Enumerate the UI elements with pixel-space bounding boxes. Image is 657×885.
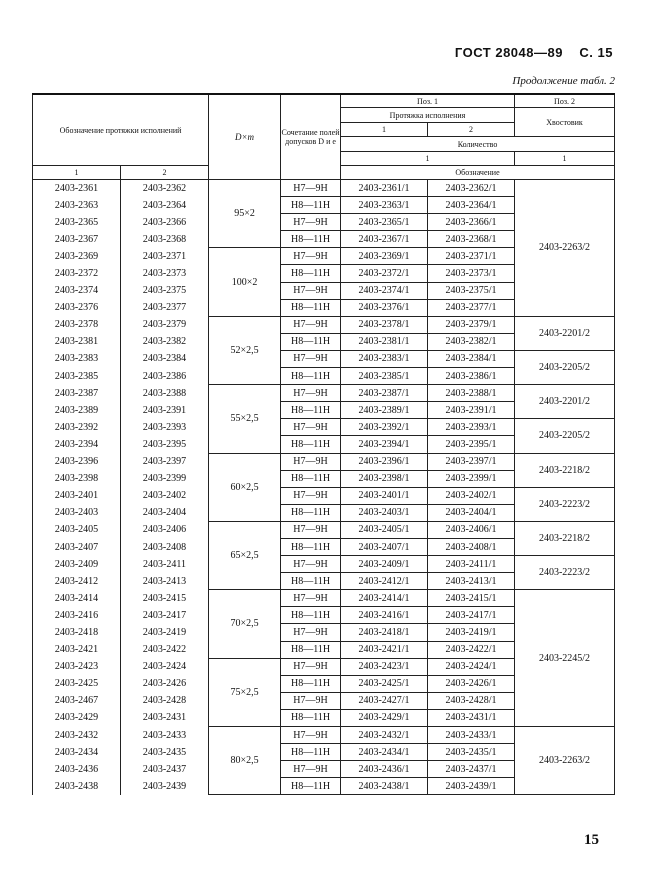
tolerance-combo: H8—11H [281, 299, 341, 316]
broach-pos1-v2: 2403-2437/1 [428, 761, 515, 778]
designation-v2: 2403-2364 [121, 197, 209, 214]
designation-v2: 2403-2413 [121, 573, 209, 590]
broach-pos1-v2: 2403-2379/1 [428, 316, 515, 333]
header-pos2: Поз. 2 [515, 94, 615, 108]
broach-pos1-v1: 2403-2389/1 [341, 402, 428, 419]
tolerance-combo: H8—11H [281, 402, 341, 419]
tolerance-combo: H7—9H [281, 282, 341, 299]
tolerance-combo: H8—11H [281, 641, 341, 658]
broach-pos1-v1: 2403-2398/1 [341, 470, 428, 487]
designation-v1: 2403-2401 [33, 487, 121, 504]
designation-v1: 2403-2376 [33, 299, 121, 316]
designation-v1: 2403-2361 [33, 180, 121, 197]
shank-value: 2403-2223/2 [515, 487, 615, 521]
header-dxm: D×m [209, 94, 281, 180]
designation-v1: 2403-2367 [33, 231, 121, 248]
broach-pos1-v1: 2403-2423/1 [341, 658, 428, 675]
broach-pos1-v2: 2403-2411/1 [428, 556, 515, 573]
tolerance-combo: H8—11H [281, 265, 341, 282]
broach-pos1-v2: 2403-2428/1 [428, 692, 515, 709]
designation-v1: 2403-2385 [33, 368, 121, 385]
header-shank: Хвостовик [515, 108, 615, 137]
broach-pos1-v1: 2403-2392/1 [341, 419, 428, 436]
tolerance-combo: H7—9H [281, 248, 341, 265]
shank-value: 2403-2201/2 [515, 316, 615, 350]
designation-v2: 2403-2435 [121, 744, 209, 761]
tolerance-combo: H7—9H [281, 658, 341, 675]
designation-v2: 2403-2408 [121, 538, 209, 555]
broach-pos1-v1: 2403-2385/1 [341, 368, 428, 385]
designation-v1: 2403-2369 [33, 248, 121, 265]
dxm-value: 80×2,5 [209, 727, 281, 795]
designation-v1: 2403-2409 [33, 556, 121, 573]
designation-v1: 2403-2432 [33, 727, 121, 744]
designation-v1: 2403-2423 [33, 658, 121, 675]
tolerance-combo: H8—11H [281, 231, 341, 248]
broach-pos1-v2: 2403-2391/1 [428, 402, 515, 419]
designation-v1: 2403-2412 [33, 573, 121, 590]
designation-v2: 2403-2439 [121, 778, 209, 795]
broach-pos1-v2: 2403-2366/1 [428, 214, 515, 231]
designation-v1: 2403-2403 [33, 504, 121, 521]
table-row [33, 350, 615, 367]
tolerance-combo: H7—9H [281, 487, 341, 504]
tolerance-combo: H8—11H [281, 675, 341, 692]
designation-v1: 2403-2414 [33, 590, 121, 607]
broach-table [32, 93, 615, 795]
tolerance-combo: H8—11H [281, 538, 341, 555]
designation-v2: 2403-2419 [121, 624, 209, 641]
tolerance-combo: H7—9H [281, 350, 341, 367]
designation-v2: 2403-2386 [121, 368, 209, 385]
header-designation: Обозначение протяжки исполнений [33, 94, 209, 166]
designation-v1: 2403-2396 [33, 453, 121, 470]
header-quantity: Количество [341, 137, 615, 152]
broach-pos1-v1: 2403-2412/1 [341, 573, 428, 590]
dxm-value: 52×2,5 [209, 316, 281, 384]
tolerance-combo: H8—11H [281, 197, 341, 214]
tolerance-combo: H7—9H [281, 316, 341, 333]
designation-v1: 2403-2398 [33, 470, 121, 487]
designation-v2: 2403-2415 [121, 590, 209, 607]
designation-v1: 2403-2383 [33, 350, 121, 367]
shank-value: 2403-2205/2 [515, 419, 615, 453]
broach-pos1-v1: 2403-2381/1 [341, 333, 428, 350]
designation-v1: 2403-2407 [33, 538, 121, 555]
broach-pos1-v1: 2403-2378/1 [341, 316, 428, 333]
designation-v2: 2403-2399 [121, 470, 209, 487]
designation-v1: 2403-2363 [33, 197, 121, 214]
page-header [455, 45, 613, 60]
broach-pos1-v1: 2403-2432/1 [341, 727, 428, 744]
broach-pos1-v1: 2403-2416/1 [341, 607, 428, 624]
shank-value: 2403-2245/2 [515, 590, 615, 727]
designation-v1: 2403-2374 [33, 282, 121, 299]
header-colnum-2: 2 [121, 166, 209, 180]
designation-v2: 2403-2395 [121, 436, 209, 453]
designation-v1: 2403-2405 [33, 521, 121, 538]
broach-pos1-v2: 2403-2364/1 [428, 197, 515, 214]
broach-pos1-v2: 2403-2417/1 [428, 607, 515, 624]
designation-v1: 2403-2418 [33, 624, 121, 641]
table-row [33, 316, 615, 333]
designation-v2: 2403-2402 [121, 487, 209, 504]
tolerance-combo: H7—9H [281, 419, 341, 436]
header-pos1: Поз. 1 [341, 94, 515, 108]
designation-v2: 2403-2406 [121, 521, 209, 538]
broach-pos1-v2: 2403-2368/1 [428, 231, 515, 248]
designation-v1: 2403-2467 [33, 692, 121, 709]
broach-pos1-v1: 2403-2394/1 [341, 436, 428, 453]
designation-v2: 2403-2417 [121, 607, 209, 624]
broach-pos1-v2: 2403-2433/1 [428, 727, 515, 744]
broach-pos1-v1: 2403-2438/1 [341, 778, 428, 795]
broach-pos1-v2: 2403-2435/1 [428, 744, 515, 761]
broach-pos1-v1: 2403-2372/1 [341, 265, 428, 282]
header-colnum-1: 1 [33, 166, 121, 180]
broach-pos1-v2: 2403-2424/1 [428, 658, 515, 675]
designation-v1: 2403-2434 [33, 744, 121, 761]
dxm-value: 100×2 [209, 248, 281, 316]
broach-pos1-v2: 2403-2422/1 [428, 641, 515, 658]
page-number: 15 [584, 832, 599, 848]
tolerance-combo: H7—9H [281, 180, 341, 197]
designation-v2: 2403-2404 [121, 504, 209, 521]
shank-value: 2403-2218/2 [515, 521, 615, 555]
designation-v2: 2403-2377 [121, 299, 209, 316]
table-row [33, 521, 615, 538]
designation-v1: 2403-2394 [33, 436, 121, 453]
broach-pos1-v1: 2403-2396/1 [341, 453, 428, 470]
dxm-value: 55×2,5 [209, 385, 281, 453]
tolerance-combo: H8—11H [281, 368, 341, 385]
broach-pos1-v1: 2403-2387/1 [341, 385, 428, 402]
tolerance-combo: H8—11H [281, 744, 341, 761]
tolerance-combo: H7—9H [281, 624, 341, 641]
tolerance-combo: H8—11H [281, 333, 341, 350]
broach-pos1-v2: 2403-2373/1 [428, 265, 515, 282]
tolerance-combo: H7—9H [281, 727, 341, 744]
broach-pos1-v2: 2403-2402/1 [428, 487, 515, 504]
broach-pos1-v2: 2403-2415/1 [428, 590, 515, 607]
designation-v1: 2403-2438 [33, 778, 121, 795]
table-continuation-note: Продолжение табл. 2 [512, 75, 615, 87]
designation-v2: 2403-2433 [121, 727, 209, 744]
tolerance-combo: H7—9H [281, 590, 341, 607]
table-body [33, 180, 615, 795]
designation-v1: 2403-2421 [33, 641, 121, 658]
broach-pos1-v1: 2403-2421/1 [341, 641, 428, 658]
designation-v1: 2403-2436 [33, 761, 121, 778]
designation-v1: 2403-2372 [33, 265, 121, 282]
broach-pos1-v1: 2403-2434/1 [341, 744, 428, 761]
tolerance-combo: H7—9H [281, 761, 341, 778]
designation-v2: 2403-2424 [121, 658, 209, 675]
broach-pos1-v1: 2403-2429/1 [341, 709, 428, 726]
designation-v1: 2403-2416 [33, 607, 121, 624]
broach-pos1-v2: 2403-2431/1 [428, 709, 515, 726]
tolerance-combo: H8—11H [281, 470, 341, 487]
designation-v2: 2403-2411 [121, 556, 209, 573]
header-qty-pos2: 1 [515, 152, 615, 166]
broach-pos1-v1: 2403-2425/1 [341, 675, 428, 692]
broach-pos1-v1: 2403-2363/1 [341, 197, 428, 214]
table-row [33, 180, 615, 197]
broach-pos1-v1: 2403-2405/1 [341, 521, 428, 538]
tolerance-combo: H8—11H [281, 436, 341, 453]
dxm-value: 75×2,5 [209, 658, 281, 726]
table-row [33, 556, 615, 573]
designation-v2: 2403-2397 [121, 453, 209, 470]
designation-v2: 2403-2388 [121, 385, 209, 402]
header-version-2: 2 [428, 123, 515, 137]
broach-pos1-v1: 2403-2409/1 [341, 556, 428, 573]
broach-pos1-v1: 2403-2414/1 [341, 590, 428, 607]
dxm-value: 60×2,5 [209, 453, 281, 521]
broach-pos1-v2: 2403-2388/1 [428, 385, 515, 402]
designation-v1: 2403-2387 [33, 385, 121, 402]
broach-pos1-v1: 2403-2427/1 [341, 692, 428, 709]
designation-v2: 2403-2431 [121, 709, 209, 726]
designation-v1: 2403-2389 [33, 402, 121, 419]
broach-pos1-v2: 2403-2393/1 [428, 419, 515, 436]
designation-v1: 2403-2392 [33, 419, 121, 436]
tolerance-combo: H8—11H [281, 709, 341, 726]
designation-v2: 2403-2437 [121, 761, 209, 778]
shank-value: 2403-2218/2 [515, 453, 615, 487]
header-broach-versions: Протяжка исполнения [341, 108, 515, 123]
designation-v2: 2403-2368 [121, 231, 209, 248]
broach-pos1-v2: 2403-2408/1 [428, 538, 515, 555]
designation-v1: 2403-2381 [33, 333, 121, 350]
header-tolerance: Сочетание полей допусков D и e [281, 94, 341, 180]
broach-pos1-v2: 2403-2419/1 [428, 624, 515, 641]
broach-pos1-v2: 2403-2426/1 [428, 675, 515, 692]
broach-pos1-v1: 2403-2361/1 [341, 180, 428, 197]
broach-pos1-v2: 2403-2439/1 [428, 778, 515, 795]
broach-pos1-v1: 2403-2403/1 [341, 504, 428, 521]
designation-v2: 2403-2366 [121, 214, 209, 231]
dxm-value: 65×2,5 [209, 521, 281, 589]
tolerance-combo: H7—9H [281, 556, 341, 573]
broach-pos1-v1: 2403-2365/1 [341, 214, 428, 231]
broach-pos1-v1: 2403-2436/1 [341, 761, 428, 778]
broach-pos1-v1: 2403-2376/1 [341, 299, 428, 316]
header-qty-pos1: 1 [341, 152, 515, 166]
tolerance-combo: H7—9H [281, 453, 341, 470]
designation-v1: 2403-2365 [33, 214, 121, 231]
broach-pos1-v1: 2403-2374/1 [341, 282, 428, 299]
broach-pos1-v2: 2403-2375/1 [428, 282, 515, 299]
shank-value: 2403-2223/2 [515, 556, 615, 590]
tolerance-combo: H7—9H [281, 692, 341, 709]
tolerance-combo: H8—11H [281, 504, 341, 521]
broach-pos1-v2: 2403-2404/1 [428, 504, 515, 521]
page-reference: С. 15 [579, 45, 613, 60]
designation-v2: 2403-2428 [121, 692, 209, 709]
designation-v2: 2403-2382 [121, 333, 209, 350]
table-row [33, 419, 615, 436]
broach-pos1-v2: 2403-2377/1 [428, 299, 515, 316]
tolerance-combo: H8—11H [281, 573, 341, 590]
broach-pos1-v1: 2403-2401/1 [341, 487, 428, 504]
table-row [33, 727, 615, 744]
header-version-1: 1 [341, 123, 428, 137]
table-row [33, 385, 615, 402]
designation-v1: 2403-2429 [33, 709, 121, 726]
broach-pos1-v1: 2403-2383/1 [341, 350, 428, 367]
designation-v2: 2403-2426 [121, 675, 209, 692]
broach-pos1-v2: 2403-2413/1 [428, 573, 515, 590]
header-designation-2: Обозначение [341, 166, 615, 180]
broach-pos1-v2: 2403-2386/1 [428, 368, 515, 385]
dxm-value: 70×2,5 [209, 590, 281, 658]
designation-v2: 2403-2422 [121, 641, 209, 658]
broach-pos1-v2: 2403-2406/1 [428, 521, 515, 538]
gost-number: ГОСТ 28048—89 [454, 45, 563, 60]
dxm-value: 95×2 [209, 180, 281, 248]
designation-v2: 2403-2371 [121, 248, 209, 265]
designation-v1: 2403-2378 [33, 316, 121, 333]
designation-v2: 2403-2393 [121, 419, 209, 436]
designation-v2: 2403-2384 [121, 350, 209, 367]
broach-pos1-v2: 2403-2399/1 [428, 470, 515, 487]
broach-pos1-v2: 2403-2362/1 [428, 180, 515, 197]
tolerance-combo: H7—9H [281, 385, 341, 402]
broach-pos1-v2: 2403-2382/1 [428, 333, 515, 350]
table-row [33, 453, 615, 470]
broach-pos1-v2: 2403-2384/1 [428, 350, 515, 367]
broach-pos1-v2: 2403-2371/1 [428, 248, 515, 265]
designation-v2: 2403-2362 [121, 180, 209, 197]
broach-pos1-v2: 2403-2395/1 [428, 436, 515, 453]
tolerance-combo: H7—9H [281, 521, 341, 538]
shank-value: 2403-2201/2 [515, 385, 615, 419]
table-row [33, 487, 615, 504]
broach-pos1-v1: 2403-2367/1 [341, 231, 428, 248]
designation-v1: 2403-2425 [33, 675, 121, 692]
broach-pos1-v1: 2403-2418/1 [341, 624, 428, 641]
tolerance-combo: H7—9H [281, 214, 341, 231]
broach-pos1-v1: 2403-2407/1 [341, 538, 428, 555]
shank-value: 2403-2263/2 [515, 180, 615, 317]
shank-value: 2403-2205/2 [515, 350, 615, 384]
designation-v2: 2403-2391 [121, 402, 209, 419]
tolerance-combo: H8—11H [281, 607, 341, 624]
designation-v2: 2403-2375 [121, 282, 209, 299]
table-row [33, 590, 615, 607]
tolerance-combo: H8—11H [281, 778, 341, 795]
shank-value: 2403-2263/2 [515, 727, 615, 795]
designation-v2: 2403-2379 [121, 316, 209, 333]
broach-pos1-v2: 2403-2397/1 [428, 453, 515, 470]
designation-v2: 2403-2373 [121, 265, 209, 282]
broach-pos1-v1: 2403-2369/1 [341, 248, 428, 265]
